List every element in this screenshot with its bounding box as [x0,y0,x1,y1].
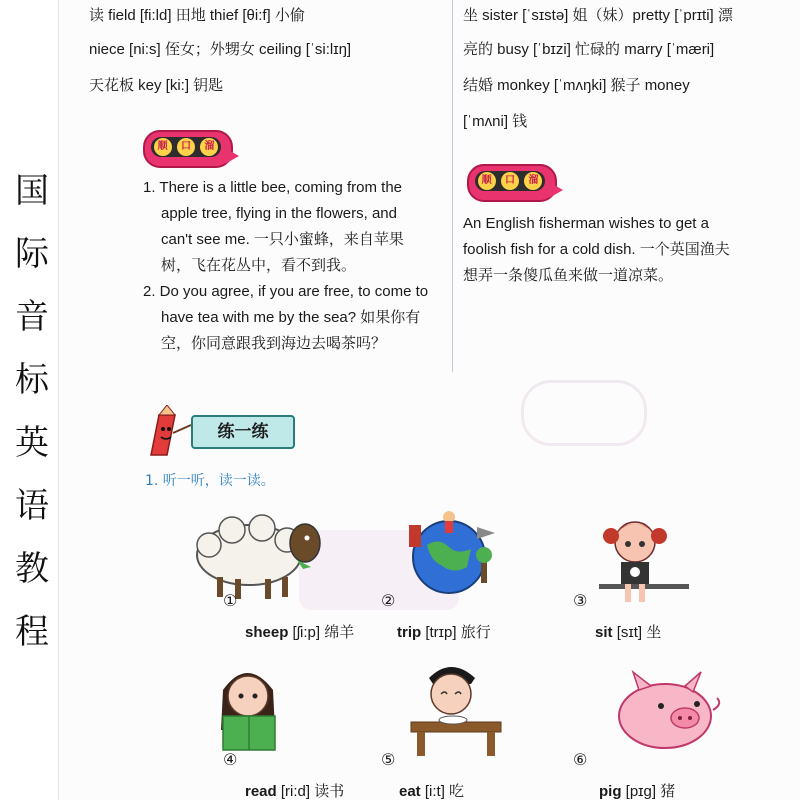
vocab-item [569,650,779,800]
side-title-char: 英 [15,423,49,463]
item-word [397,621,491,642]
item-word [599,780,675,800]
item-number: ③ [573,591,588,610]
item-word [399,780,464,800]
side-title-char: 教 [15,549,49,589]
item-meaning: 坐 [646,624,662,641]
vocab-item [147,650,357,800]
item-word-english: read [245,783,277,800]
item-meaning: 读书 [314,783,345,800]
right-vocab-line-3: 结婚 monkey [ˈmʌŋki] 猴子 money [463,77,690,94]
sitting-girl-icon [589,510,699,605]
side-title-char: 标 [15,360,49,400]
item-meaning: 猪 [660,783,676,800]
item-phonetic: [pɪg] [625,783,657,800]
rhyme-1-line-3: can't see me. 一只小蜜蜂，来自苹果 [161,231,404,248]
side-title-char: 语 [15,486,49,526]
item-meaning: 旅行 [460,624,491,641]
pencil-mascot-icon [145,405,195,461]
side-title-char: 音 [15,297,49,337]
item-number: ⑥ [573,750,588,769]
column-divider [452,0,453,372]
item-word-english: eat [399,783,421,800]
left-vocab-line-2: niece [ni:s] 侄女；外甥女 ceiling [ˈsi:lɪŋ] [89,41,352,58]
vocab-item [377,505,587,655]
item-word-english: trip [397,624,422,641]
rhyme-2-line-2: have tea with me by the sea? 如果你有 [161,309,421,326]
rhyme-1-line-4: 树，飞在花丛中，看不到我。 [161,257,357,274]
item-word [595,621,661,642]
right-vocab-line-1: 坐 sister [ˈsɪstə] 姐（妹）pretty [ˈprɪti] 漂 [463,7,733,24]
rhyme-1-line-1: 1. There is a little bee, coming from the [143,179,403,196]
item-number: ⑤ [381,750,396,769]
practice-instruction: 1. 听一听，读一读。 [145,473,275,489]
sheep-icon [187,505,327,600]
item-phonetic: [trɪp] [425,624,457,641]
side-title-char: 程 [15,612,49,652]
left-vocab-line-3: 天花板 key [ki:] 钥匙 [89,77,224,94]
item-phonetic: [ʃi:p] [292,624,321,641]
item-meaning: 绵羊 [324,624,355,641]
book-page [58,0,800,800]
reading-girl-icon [203,660,303,760]
item-phonetic: [sɪt] [616,624,643,641]
rhyme-3-line-2: foolish fish for a cold dish. 一个英国渔夫 [463,241,730,258]
rhyme-2-line-3: 空，你同意跟我到海边去喝茶吗？ [161,335,387,352]
eating-boy-icon [401,658,511,758]
globe-trip-icon [397,505,507,600]
item-number: ② [381,591,396,610]
side-title-char: 际 [15,234,49,274]
item-phonetic: [i:t] [424,783,445,800]
rhyme-badge-left: 顺 口 溜 [141,128,241,170]
bleed-through-circle [521,380,647,446]
item-word-english: sheep [245,624,289,641]
item-number: ④ [223,750,238,769]
item-word [245,780,344,800]
rhyme-1-line-2: apple tree, flying in the flowers, and [161,205,397,222]
item-word [245,621,354,642]
vocab-item [377,650,587,800]
item-word-english: pig [599,783,622,800]
pig-icon [609,664,729,764]
item-number: ① [223,591,238,610]
practice-header [145,405,305,461]
item-word-english: sit [595,624,613,641]
item-phonetic: [ri:d] [280,783,311,800]
rhyme-3-line-1: An English fisherman wishes to get a [463,215,709,232]
rhyme-2-line-1: 2. Do you agree, if you are free, to come to [143,283,429,300]
side-title [12,160,52,664]
vocab-item [147,505,357,655]
practice-title: 练一练 [191,415,295,449]
rhyme-badge-right: 顺 口 溜 [465,162,565,204]
rhyme-3-line-3: 想弄一条傻瓜鱼来做一道凉菜。 [463,267,674,284]
side-title-char: 国 [15,171,49,211]
item-meaning: 吃 [449,783,465,800]
left-vocab-line-1: 读 field [fi:ld] 田地 thief [θi:f] 小偷 [89,7,305,24]
right-vocab-line-2: 亮的 busy [ˈbɪzi] 忙碌的 marry [ˈmæri] [463,41,715,58]
vocab-item [569,505,779,655]
right-vocab-line-4: [ˈmʌni] 钱 [463,113,528,130]
